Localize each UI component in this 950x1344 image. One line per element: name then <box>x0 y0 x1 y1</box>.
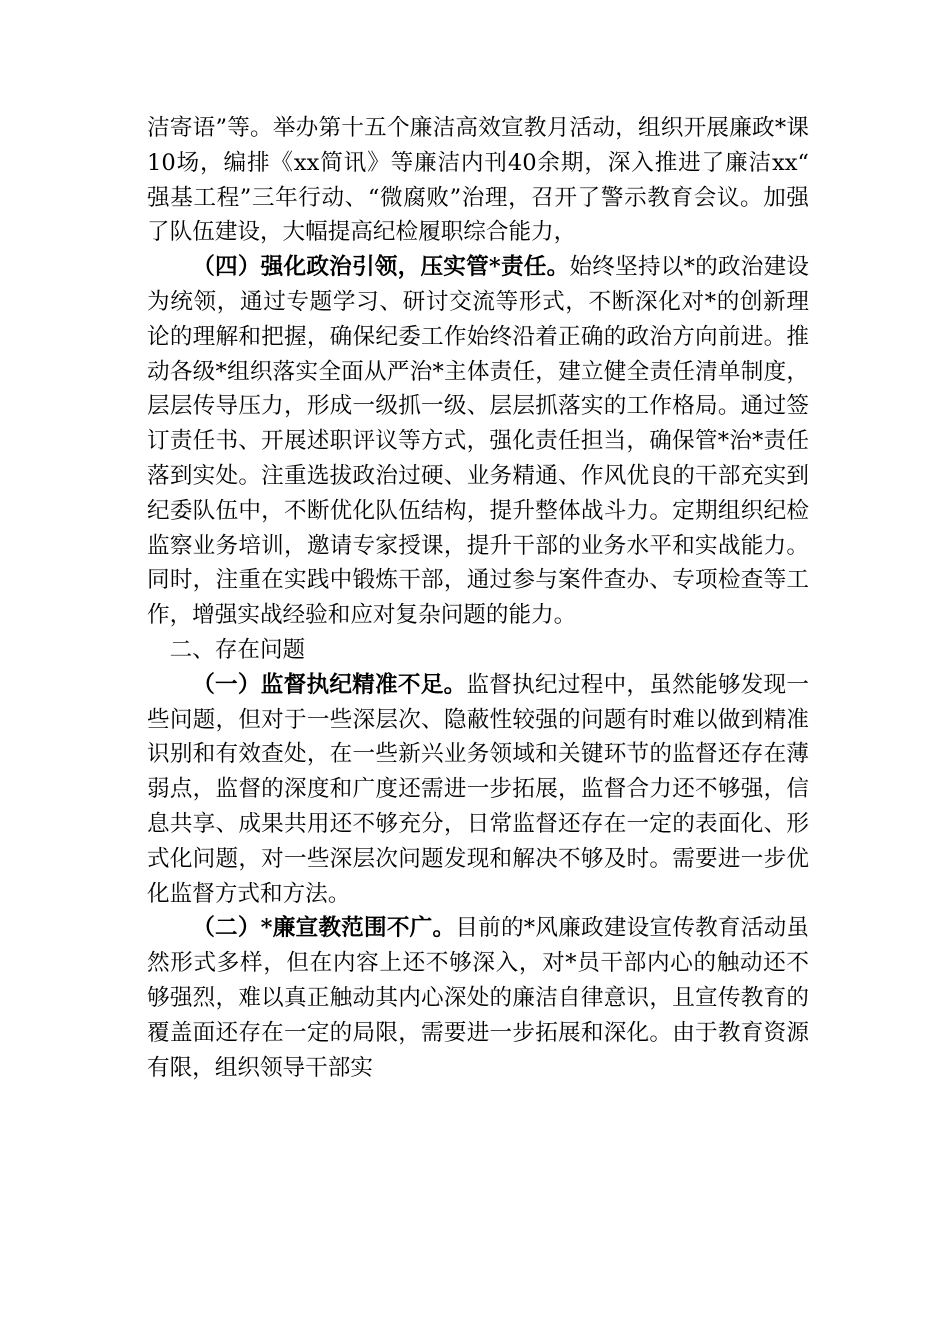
paragraph-body: 监督执纪过程中，虽然能够发现一些问题，但对于一些深层次、隐蔽性较强的问题有时难以做到精准识别和有效查处，在一些新兴业务领域和关键环节的监督还存在薄弱点，监督的深度和广度还需进一步拓展，监督合力还不够强，信息共享、成果共用还不够充分，日常监督还存在一定的表面化、形式化问题，对一些深层次问题发现和解决不够及时。需要进一步优化监督方式和方法。 <box>147 671 810 907</box>
paragraph-lead: （二）*廉宣教范围不广。 <box>192 915 456 942</box>
section-heading: 二、存在问题 <box>169 636 306 663</box>
paragraph-body: 目前的*风廉政建设宣传教育活动虽然形式多样，但在内容上还不够深入，对*员干部内心的触动还不够强烈，难以真正触动其内心深处的廉洁自律意识，且宣传教育的覆盖面还存在一定的局限，需要进一步拓展和深化。由于教育资源有限，组织领导干部实 <box>147 915 809 1081</box>
paragraph-continuation <box>147 111 809 250</box>
document-page <box>147 111 809 1085</box>
paragraph-problem-education <box>147 911 809 1085</box>
paragraph-problem-supervision <box>147 668 809 912</box>
paragraph-lead: （四）强化政治引领，压实管*责任。 <box>192 254 570 281</box>
paragraph-political-leadership <box>147 250 809 633</box>
paragraph-body: 始终坚持以*的政治建设为统领，通过专题学习、研讨交流等形式，不断深化对*的创新理论的理解和把握，确保纪委工作始终沿着正确的政治方向前进。推动各级*组织落实全面从严治*主体责任，建立健全责任清单制度，层层传导压力，形成一级抓一级、层层抓落实的工作格局。通过签订责任书、开展述职评议等方式，强化责任担当，确保管*治*责任落到实处。注重选拔政治过硬、业务精通、作风优良的干部充实到纪委队伍中，不断优化队伍结构，提升整体战斗力。定期组织纪检监察业务培训，邀请专家授课，提升干部的业务水平和实战能力。同时，注重在实践中锻炼干部，通过参与案件查办、专项检查等工作，增强实战经验和应对复杂问题的能力。 <box>147 254 810 629</box>
paragraph-body: 洁寄语”等。举办第十五个廉洁高效宣教月活动，组织开展廉政*课10场，编排《xx简讯》等廉洁内刊40余期，深入推进了廉洁xx“强基工程”三年行动、“微腐败”治理，召开了警示教育会议。加强了队伍建设，大幅提高纪检履职综合能力， <box>147 115 809 246</box>
paragraph-lead: （一）监督执纪精准不足。 <box>192 671 467 698</box>
